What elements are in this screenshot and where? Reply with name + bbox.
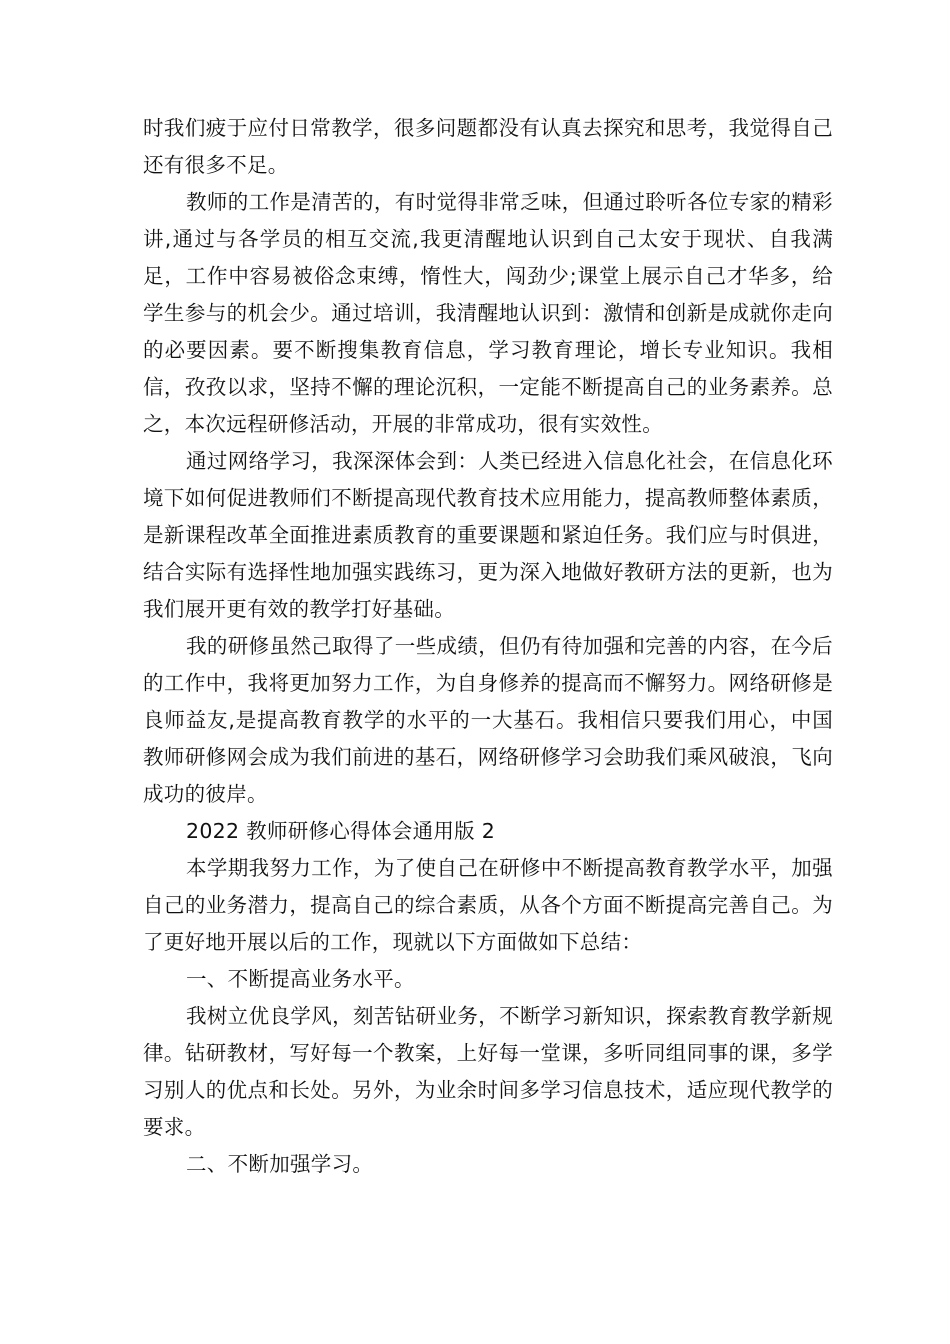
paragraph-teacher-work: 教师的工作是清苦的，有时觉得非常乏味，但通过聆听各位专家的精彩讲,通过与各学员的相互交流,我更清醒地认识到自己太安于现状、自我满足，工作中容易被俗念束缚，惰性大，闯劲少;课堂上展示自己才华多，给学生参与的机会少。通过培训，我清醒地认识到：激情和创新是成就你走向的必要因素。要不断搜集教育信息，学习教育理论，增长专业知识。我相信，孜孜以求，坚持不懈的理论沉积，一定能不断提高自己的业务素养。总之，本次远程研修活动，开展的非常成功，很有实效性。 [143, 190, 833, 436]
paragraph-semester-intro: 本学期我努力工作，为了使自己在研修中不断提高教育教学水平，加强自己的业务潜力，提高自己的综合素质，从各个方面不断提高完善自己。为了更好地开展以后的工作，现就以下方面做如下总结： [143, 856, 833, 954]
paragraph-continuation: 时我们疲于应付日常教学，很多问题都没有认真去探究和思考，我觉得自己还有很多不足。 [143, 116, 833, 177]
section-title: 2022 教师研修心得体会通用版 2 [186, 819, 496, 843]
paragraph-study-style: 我树立优良学风，刻苦钻研业务，不断学习新知识，探索教育教学新规律。钻研教材，写好每一个教案，上好每一堂课，多听同组同事的课，多学习别人的优点和长处。另外，为业余时间多学习信息技术，适应现代教学的要求。 [143, 1004, 833, 1139]
heading-strengthen-learning: 二、不断加强学习。 [186, 1152, 374, 1176]
heading-improve-business: 一、不断提高业务水平。 [186, 967, 415, 991]
paragraph-research-results: 我的研修虽然己取得了一些成绩，但仍有待加强和完善的内容，在今后的工作中，我将更加努力工作，为自身修养的提高而不懈努力。网络研修是良师益友,是提高教育教学的水平的一大基石。我相信只要我们用心，中国教师研修网会成为我们前进的基石，网络研修学习会助我们乘风破浪，飞向成功的彼岸。 [143, 634, 833, 806]
paragraph-network-learning: 通过网络学习，我深深体会到：人类已经进入信息化社会，在信息化环境下如何促进教师们不断提高现代教育技术应用能力，提高教师整体素质，是新课程改革全面推进素质教育的重要课题和紧迫任务。我们应与时俱进，结合实际有选择性地加强实践练习，更为深入地做好教研方法的更新，也为我们展开更有效的教学打好基础。 [143, 449, 833, 621]
document-body [143, 110, 833, 1183]
